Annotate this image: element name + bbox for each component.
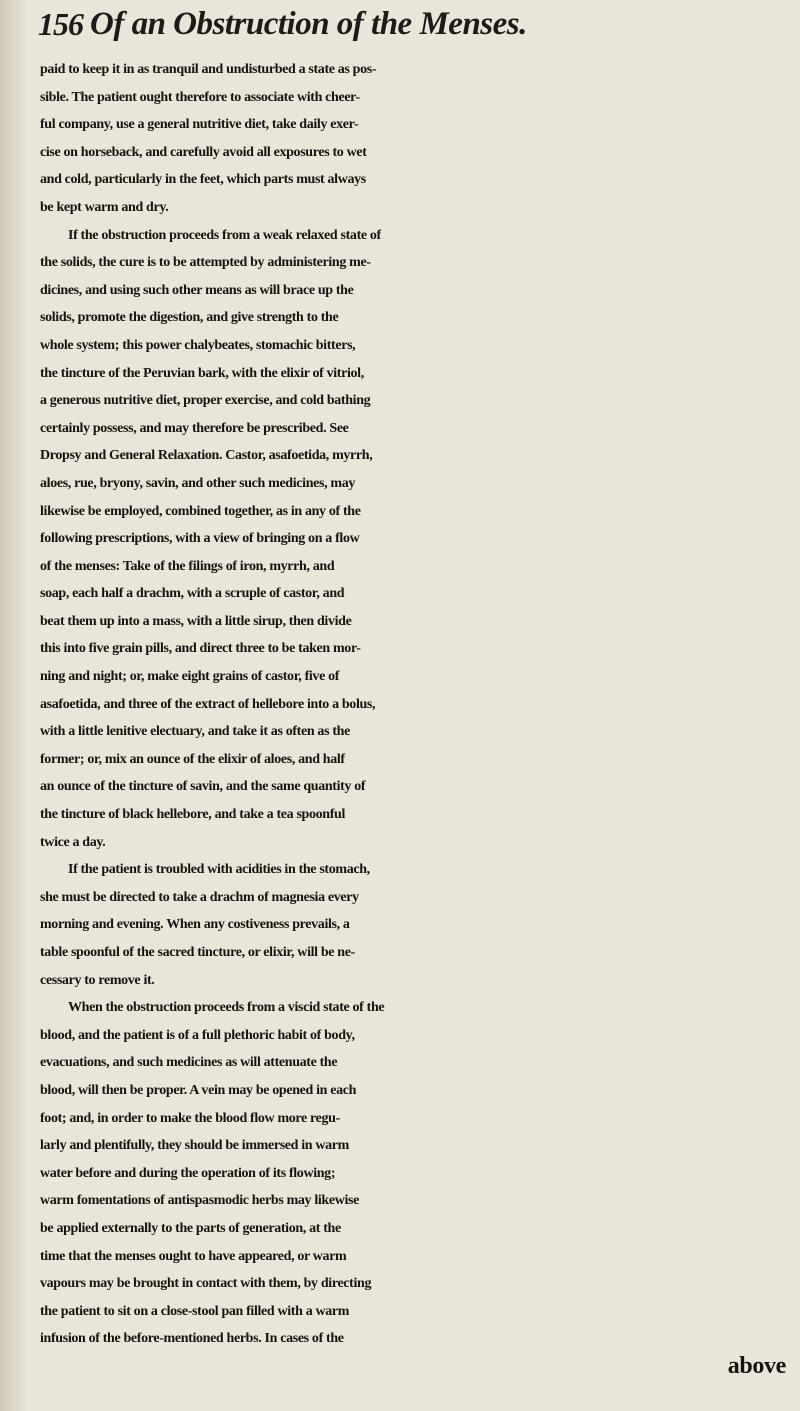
catchword: above <box>727 1352 786 1379</box>
text-line: twice a day. <box>40 834 106 850</box>
text-line: Dropsy and General Relaxation. Castor, asafoetida, myrrh, <box>40 448 373 464</box>
text-line: ful company, use a general nutritive diet, take daily exer- <box>40 117 359 133</box>
text-line: solids, promote the digestion, and give strength to the <box>40 310 339 326</box>
body-text <box>40 56 790 1381</box>
text-line: following prescriptions, with a view of bringing on a flow <box>40 531 360 547</box>
text-line: she must be directed to take a drachm of magnesia every <box>40 889 359 905</box>
page-number: 156 <box>38 6 83 42</box>
text-line: the tincture of the Peruvian bark, with the elixir of vitriol, <box>40 365 364 381</box>
text-line: blood, and the patient is of a full plethoric habit of body, <box>40 1027 355 1043</box>
text-line: blood, will then be proper. A vein may be opened in each <box>40 1082 357 1098</box>
text-line: paid to keep it in as tranquil and undisturbed a state as pos- <box>40 62 377 77</box>
text-line: aloes, rue, bryony, savin, and other such medicines, may <box>40 475 355 491</box>
text-line: certainly possess, and may therefore be prescribed. See <box>40 420 349 436</box>
text-line: a generous nutritive diet, proper exercise, and cold bathing <box>40 393 371 409</box>
spine-shadow <box>0 0 28 1411</box>
text-line: evacuations, and such medicines as will attenuate the <box>40 1055 338 1071</box>
text-line: morning and evening. When any costiveness prevails, a <box>40 917 350 933</box>
text-line: water before and during the operation of its flowing; <box>40 1165 336 1181</box>
text-line: time that the menses ought to have appeared, or warm <box>40 1248 347 1264</box>
text-line: dicines, and using such other means as will brace up the <box>40 282 354 298</box>
text-line: vapours may be brought in contact with them, by directing <box>40 1276 372 1292</box>
text-line: When the obstruction proceeds from a viscid state of the <box>68 1000 385 1016</box>
text-line: and cold, particularly in the feet, which parts must always <box>40 172 366 188</box>
text-line: an ounce of the tincture of savin, and the same quantity of <box>40 779 366 795</box>
text-line: with a little lenitive electuary, and take it as often as the <box>40 724 350 740</box>
text-line: be kept warm and dry. <box>40 199 169 215</box>
text-line: be applied externally to the parts of generation, at the <box>40 1220 341 1236</box>
text-line: sible. The patient ought therefore to associate with cheer- <box>40 89 360 105</box>
text-line: likewise be employed, combined together, as in any of the <box>40 503 361 519</box>
text-line: ning and night; or, make eight grains of castor, five of <box>40 669 340 685</box>
text-line: the solids, the cure is to be attempted by administering me- <box>40 255 371 271</box>
text-line: infusion of the before-mentioned herbs. In cases of the <box>40 1331 344 1347</box>
text-line: cessary to remove it. <box>40 972 155 988</box>
text-line: beat them up into a mass, with a little sirup, then divide <box>40 613 352 629</box>
text-line: of the menses: Take of the filings of iron, myrrh, and <box>40 558 335 574</box>
text-line: soap, each half a drachm, with a scruple of castor, and <box>40 586 345 602</box>
text-line: former; or, mix an ounce of the elixir of aloes, and half <box>40 751 345 767</box>
text-line: If the obstruction proceeds from a weak relaxed state of <box>68 227 381 243</box>
text-line: If the patient is troubled with acidities in the stomach, <box>68 862 370 878</box>
text-line: table spoonful of the sacred tincture, or elixir, will be ne- <box>40 945 355 960</box>
text-line: the patient to sit on a close-stool pan filled with a warm <box>40 1303 350 1319</box>
text-line: warm fomentations of antispasmodic herbs may likewise <box>40 1193 359 1209</box>
text-line: asafoetida, and three of the extract of hellebore into a bolus, <box>40 696 376 712</box>
text-line: the tincture of black hellebore, and take a tea spoonful <box>40 807 345 823</box>
page-header <box>38 4 778 48</box>
text-line: foot; and, in order to make the blood flow more regu- <box>40 1110 340 1126</box>
running-title: Of an Obstruction of the Menses. <box>90 6 527 42</box>
text-line: whole system; this power chalybeates, stomachic bitters, <box>40 337 356 353</box>
text-line: larly and plentifully, they should be immersed in warm <box>40 1138 349 1154</box>
text-line: this into five grain pills, and direct three to be taken mor- <box>40 641 361 657</box>
text-line: cise on horseback, and carefully avoid all exposures to wet <box>40 144 367 160</box>
